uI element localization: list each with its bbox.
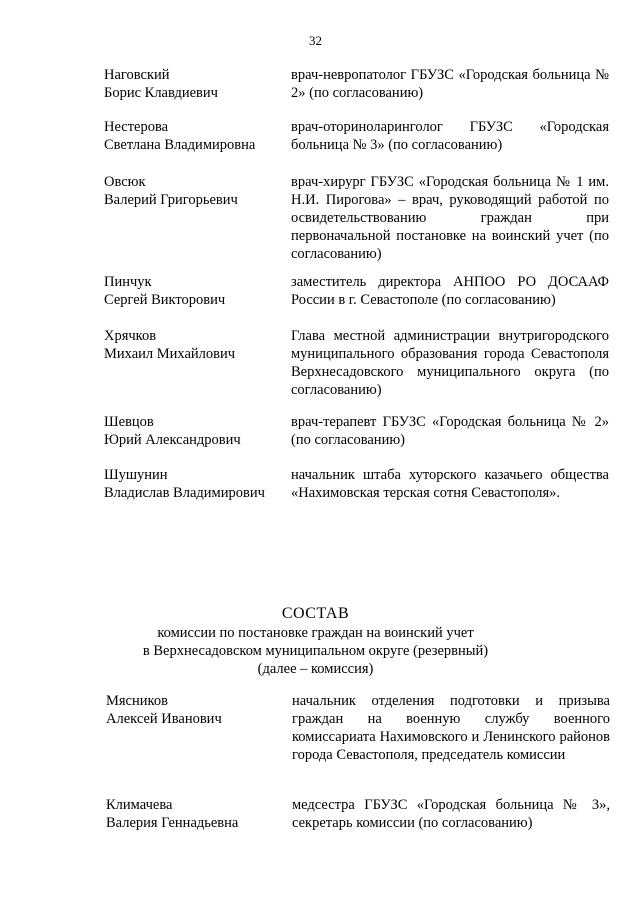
member-surname: Климачева: [106, 797, 173, 813]
member-role: врач-оториноларинголог ГБУЗС «Городская больница № 3» (по согласованию): [291, 119, 609, 153]
member-role: начальник штаба хуторского казачьего общества «Нахимовская терская сотня Севастополя».: [291, 467, 609, 501]
member-name: [104, 413, 279, 449]
member-given-names: Борис Клавдиевич: [104, 85, 218, 101]
member-given-names: Михаил Михайлович: [104, 346, 236, 362]
member-name: [106, 796, 281, 832]
member-given-names: Алексей Иванович: [106, 711, 222, 727]
member-role: заместитель директора АНПОО РО ДОСААФ России в г. Севастополе (по согласованию): [291, 274, 609, 308]
member-role: медсестра ГБУЗС «Городская больница № 3», секретарь комиссии (по согласованию): [292, 797, 610, 831]
section-title-line: (далее – комиссия): [257, 661, 374, 677]
member-given-names: Юрий Александрович: [104, 432, 241, 448]
member-role: Глава местной администрации внутригородского муниципального образования города Севастополя Верхнесадовского муниципального округа (по согласованию): [291, 328, 609, 398]
section-title: [0, 604, 631, 678]
member-surname: Шушунин: [104, 467, 168, 483]
member-surname: Овсюк: [104, 174, 146, 190]
section-title-line: комиссии по постановке граждан на воинский учет: [157, 625, 474, 641]
member-name: [104, 466, 279, 502]
member-given-names: Светлана Владимировна: [104, 137, 256, 153]
section-title-line: в Верхнесадовском муниципальном округе (резервный): [142, 643, 489, 659]
member-name: [104, 66, 279, 102]
member-surname: Хрячков: [104, 328, 157, 344]
member-role: врач-терапевт ГБУЗС «Городская больница № 2» (по согласованию): [291, 414, 609, 448]
member-surname: Шевцов: [104, 414, 154, 430]
member-name: [104, 327, 279, 363]
member-surname: Нестерова: [104, 119, 169, 135]
member-name: [104, 273, 279, 309]
member-given-names: Валерий Григорьевич: [104, 192, 238, 208]
member-given-names: Сергей Викторович: [104, 292, 226, 308]
member-given-names: Валерия Геннадьевна: [106, 815, 239, 831]
section-title-heading: СОСТАВ: [281, 605, 350, 622]
member-role: врач-хирург ГБУЗС «Городская больница № 1 им. Н.И. Пирогова» – врач, руководящий работой по освидетельствованию граждан при первоначальной постановке на воинский учет (по согласованию): [291, 174, 609, 262]
member-name: [104, 173, 279, 209]
member-role: врач-невропатолог ГБУЗС «Городская больница № 2» (по согласованию): [291, 67, 609, 101]
member-surname: Мясников: [106, 693, 168, 709]
member-surname: Наговский: [104, 67, 170, 83]
member-name: [104, 118, 279, 154]
page-number: 32: [309, 33, 322, 48]
member-surname: Пинчук: [104, 274, 152, 290]
member-given-names: Владислав Владимирович: [104, 485, 265, 501]
member-name: [106, 692, 281, 728]
member-role: начальник отделения подготовки и призыва граждан на военную службу военного комиссариата Нахимовского и Ленинского районов города Севастополя, председатель комиссии: [292, 693, 610, 763]
